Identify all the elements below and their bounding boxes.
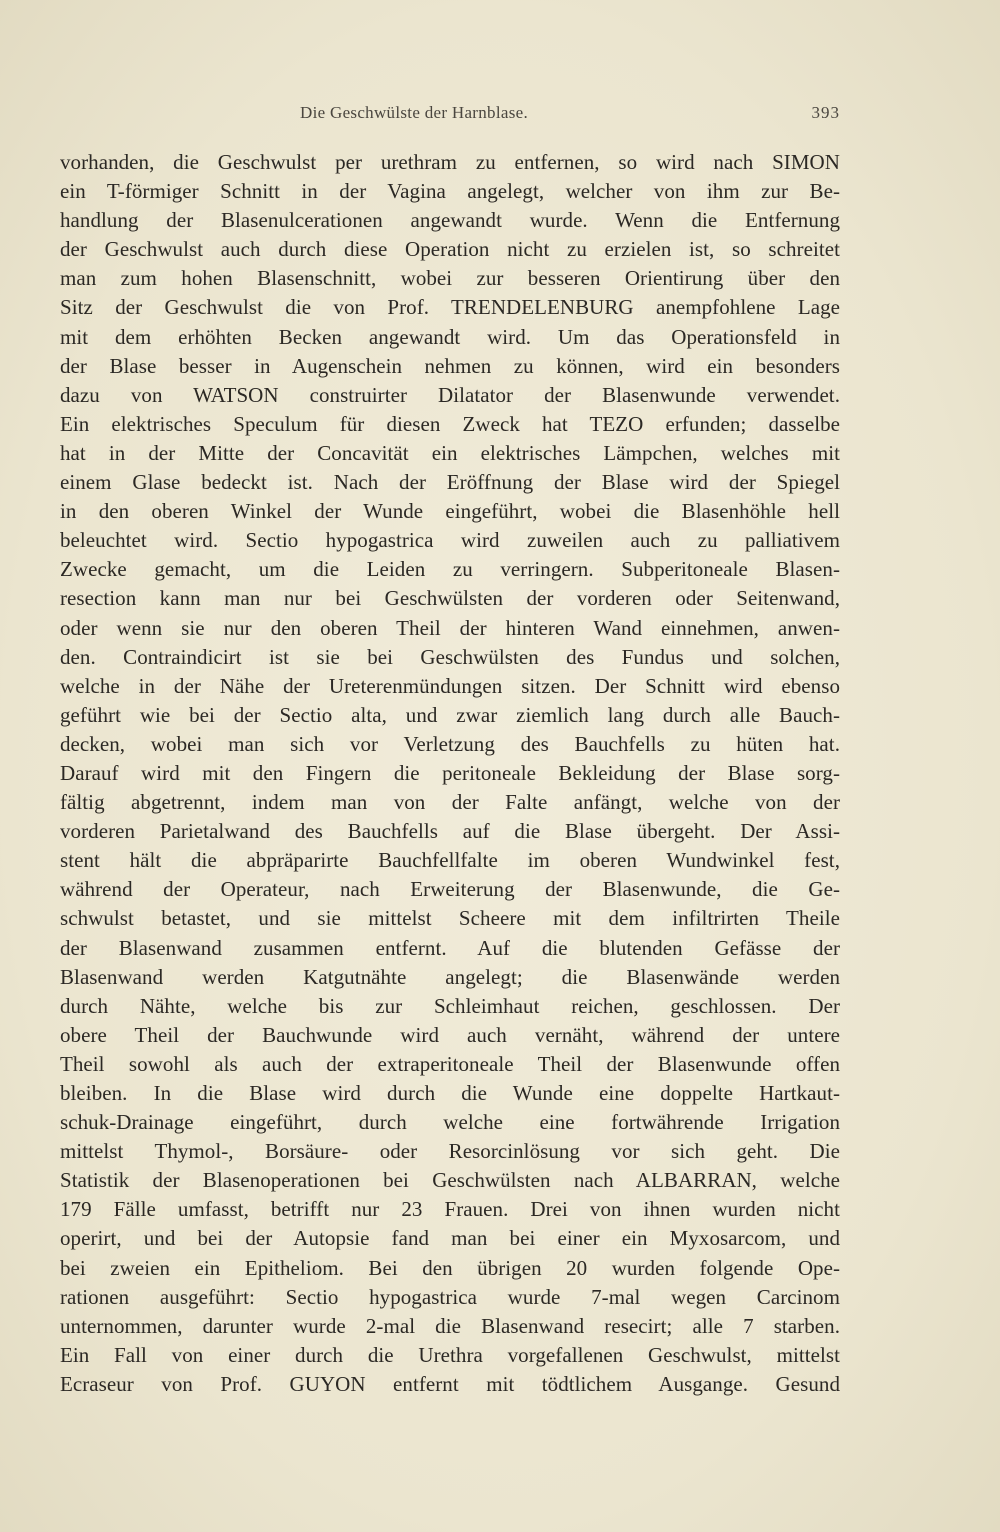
- text-line: decken, wobei man sich vor Verletzung des Bauchfells zu hüten hat.: [60, 731, 840, 756]
- text-line: schwulst betastet, und sie mittelst Scheere mit dem infiltrirten Theile: [60, 906, 840, 931]
- text-line: einem Glase bedeckt ist. Nach der Eröffnung der Blase wird der Spiegel: [60, 470, 840, 495]
- text-line: fältig abgetrennt, indem man von der Falte anfängt, welche von der: [60, 790, 840, 815]
- text-line: den. Contraindicirt ist sie bei Geschwülsten des Fundus und solchen,: [60, 644, 840, 669]
- text-line: operirt, und bei der Autopsie fand man bei einer ein Myxosarcom, und: [60, 1226, 840, 1251]
- text-line: rationen ausgeführt: Sectio hypogastrica wurde 7-mal wegen Carcinom: [60, 1284, 840, 1309]
- running-header: [60, 103, 840, 127]
- text-line: mit dem erhöhten Becken angewandt wird. Um das Operationsfeld in: [60, 324, 840, 349]
- text-line: Ecraseur von Prof. GUYON entfernt mit tödtlichem Ausgange. Gesund: [60, 1371, 840, 1396]
- text-line: geführt wie bei der Sectio alta, und zwar ziemlich lang durch alle Bauch-: [60, 702, 840, 727]
- text-line: bleiben. In die Blase wird durch die Wunde eine doppelte Hartkaut-: [60, 1081, 840, 1105]
- text-line: beleuchtet wird. Sectio hypogastrica wird zuweilen auch zu palliativem: [60, 528, 840, 553]
- text-line: unternommen, darunter wurde 2-mal die Blasenwand resecirt; alle 7 starben.: [60, 1313, 840, 1338]
- text-line: ein T-förmiger Schnitt in der Vagina angelegt, welcher von ihm zur Be-: [60, 179, 840, 204]
- text-line: dazu von WATSON construirter Dilatator der Blasenwunde verwendet.: [60, 382, 840, 407]
- text-line: stent hält die abpräparirte Bauchfellfalte im oberen Wundwinkel fest,: [60, 848, 840, 873]
- text-line: der Blase besser in Augenschein nehmen zu können, wird ein besonders: [60, 353, 840, 378]
- text-line: 179 Fälle umfasst, betrifft nur 23 Frauen. Drei von ihnen wurden nicht: [60, 1197, 840, 1222]
- running-title: Die Geschwülste der Harnblase.: [300, 103, 529, 122]
- page-number: 393: [811, 103, 840, 122]
- text-line: Ein Fall von einer durch die Urethra vorgefallenen Geschwulst, mittelst: [60, 1342, 840, 1367]
- text-line: resection kann man nur bei Geschwülsten der vorderen oder Seitenwand,: [60, 586, 840, 611]
- text-line: bei zweien ein Epitheliom. Bei den übrigen 20 wurden folgende Ope-: [60, 1255, 840, 1280]
- text-line: Ein elektrisches Speculum für diesen Zweck hat TEZO erfunden; dasselbe: [60, 411, 840, 436]
- text-line: vorderen Parietalwand des Bauchfells auf die Blase übergeht. Der Assi-: [60, 819, 840, 844]
- text-line: Sitz der Geschwulst die von Prof. TRENDELENBURG anempfohlene Lage: [60, 295, 840, 320]
- text-line: in den oberen Winkel der Wunde eingeführt, wobei die Blasenhöhle hell: [60, 499, 840, 524]
- text-line: handlung der Blasenulcerationen angewandt wurde. Wenn die Entfernung: [60, 208, 840, 233]
- text-line: der Geschwulst auch durch diese Operation nicht zu erzielen ist, so schreitet: [60, 237, 840, 262]
- text-line: Darauf wird mit den Fingern die peritoneale Bekleidung der Blase sorg-: [60, 760, 840, 785]
- text-line: während der Operateur, nach Erweiterung der Blasenwunde, die Ge-: [60, 877, 840, 902]
- text-line: schuk-Drainage eingeführt, durch welche eine fortwährende Irrigation: [60, 1110, 840, 1135]
- text-line: welche in der Nähe der Ureterenmündungen sitzen. Der Schnitt wird ebenso: [60, 673, 840, 698]
- text-line: mittelst Thymol-, Borsäure- oder Resorcinlösung vor sich geht. Die: [60, 1139, 840, 1164]
- text-line: Blasenwand werden Katgutnähte angelegt; die Blasenwände werden: [60, 964, 840, 989]
- text-line: hat in der Mitte der Concavität ein elektrisches Lämpchen, welches mit: [60, 440, 840, 465]
- text-line: durch Nähte, welche bis zur Schleimhaut reichen, geschlossen. Der: [60, 993, 840, 1018]
- body-text: [60, 148, 840, 1399]
- text-line: vorhanden, die Geschwulst per urethram zu entfernen, so wird nach SIMON: [60, 150, 840, 174]
- text-line: Theil sowohl als auch der extraperitoneale Theil der Blasenwunde offen: [60, 1051, 840, 1076]
- text-line: oder wenn sie nur den oberen Theil der hinteren Wand einnehmen, anwen-: [60, 615, 840, 640]
- text-line: der Blasenwand zusammen entfernt. Auf die blutenden Gefässe der: [60, 935, 840, 960]
- text-line: Statistik der Blasenoperationen bei Geschwülsten nach ALBARRAN, welche: [60, 1168, 840, 1193]
- text-line: man zum hohen Blasenschnitt, wobei zur besseren Orientirung über den: [60, 266, 840, 291]
- text-line: Zwecke gemacht, um die Leiden zu verringern. Subperitoneale Blasen-: [60, 557, 840, 582]
- text-line: obere Theil der Bauchwunde wird auch vernäht, während der untere: [60, 1022, 840, 1047]
